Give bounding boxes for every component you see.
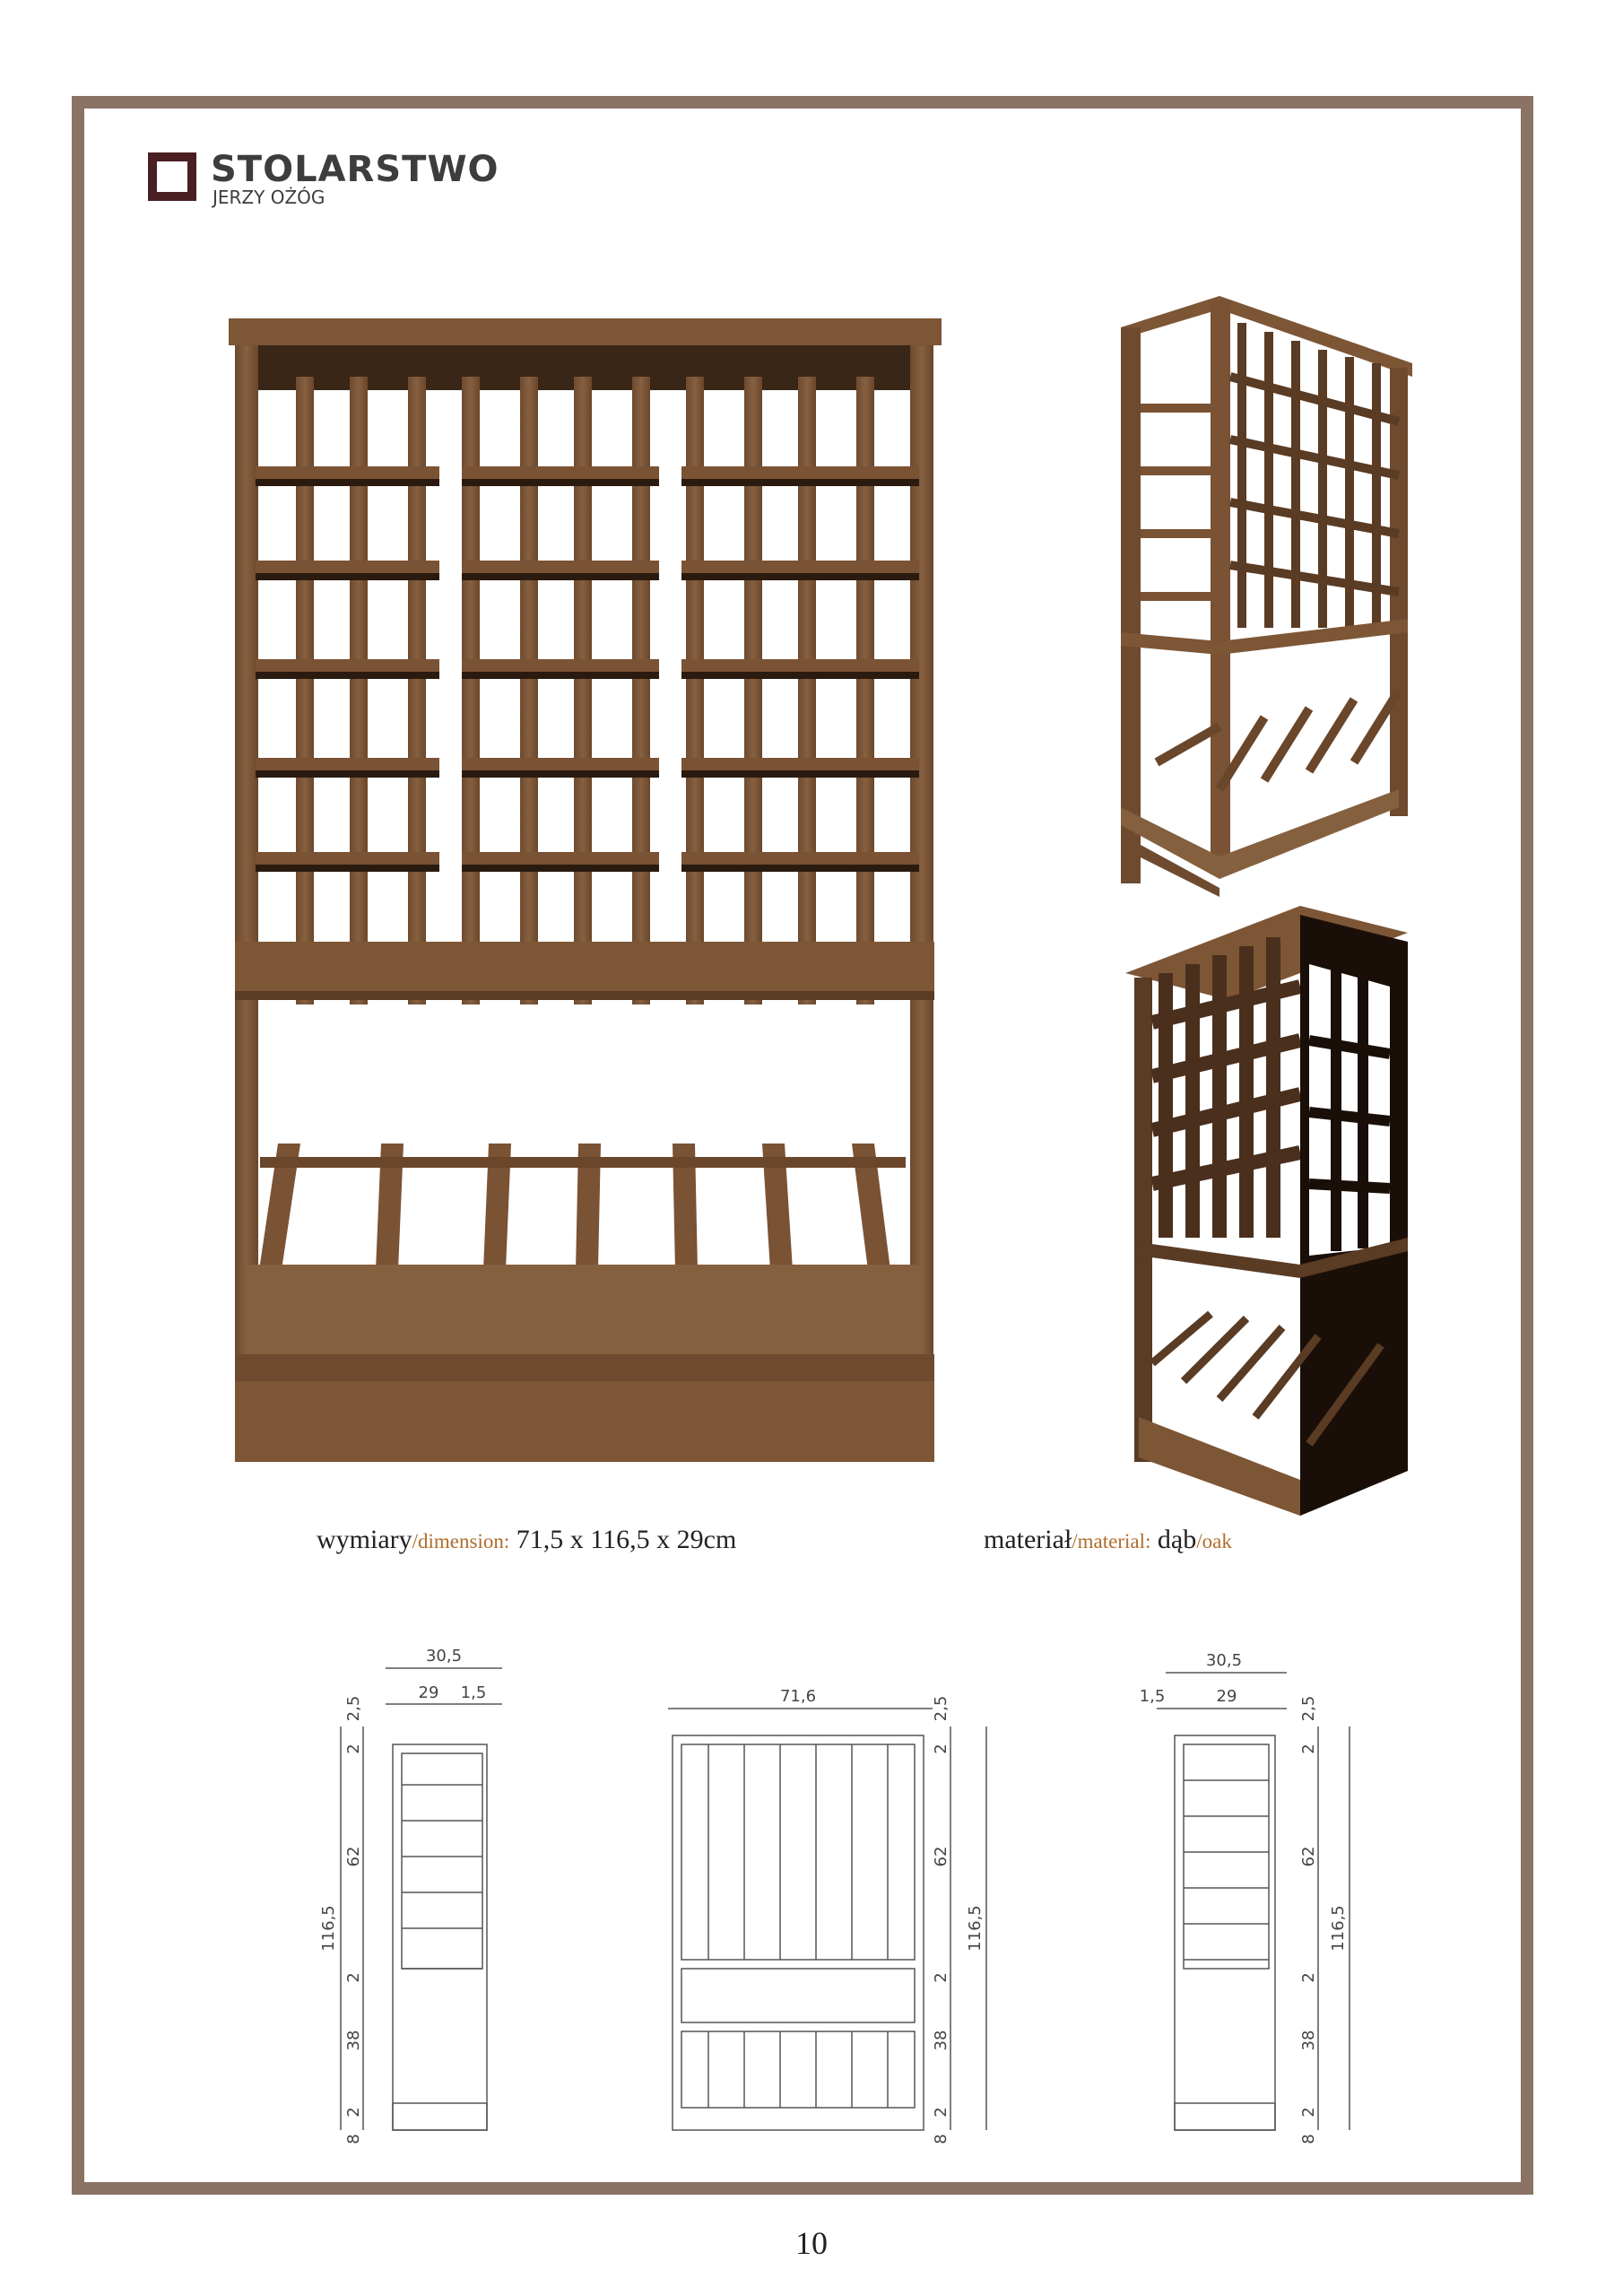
left-seg-3: 62 [344, 1846, 363, 1867]
right-seg-2: 2 [1299, 1744, 1318, 1754]
page-number: 10 [795, 2225, 828, 2261]
left-height-total: 116,5 [319, 1905, 338, 1952]
front-seg-5: 38 [932, 2030, 950, 2051]
dimension-value: 71,5 x 116,5 x 29cm [509, 1525, 737, 1554]
brand-subtitle: JERZY OŻÓG [213, 187, 325, 208]
right-width-main: 29 [1216, 1687, 1237, 1706]
material-label: materiał [984, 1525, 1072, 1554]
front-seg-3: 62 [932, 1846, 950, 1867]
left-width-trim: 1,5 [460, 1683, 487, 1702]
right-width-total: 30,5 [1205, 1651, 1243, 1670]
front-width-total: 71,6 [779, 1687, 817, 1706]
left-seg-1: 2,5 [344, 1695, 363, 1722]
side-view-left [341, 1668, 502, 2130]
material-label-en: /material: [1072, 1530, 1151, 1552]
left-seg-4: 2 [344, 1972, 363, 1983]
left-seg-7: 8 [344, 2134, 363, 2144]
left-seg-6: 2 [344, 2107, 363, 2118]
left-width-total: 30,5 [425, 1647, 463, 1665]
front-seg-6: 2 [932, 2107, 950, 2118]
front-height-total: 116,5 [966, 1905, 985, 1952]
front-seg-7: 8 [932, 2134, 950, 2144]
right-seg-6: 2 [1299, 2107, 1318, 2118]
side-view-right [1157, 1673, 1350, 2130]
left-seg-5: 38 [344, 2030, 363, 2051]
right-width-trim: 1,5 [1139, 1687, 1166, 1706]
front-seg-4: 2 [932, 1972, 950, 1983]
material-value-en: /oak [1196, 1530, 1232, 1552]
dimension-label-en: /dimension: [412, 1530, 510, 1552]
front-seg-1: 2,5 [932, 1695, 950, 1722]
brand-title: STOLARSTWO [211, 149, 499, 190]
right-seg-1: 2,5 [1299, 1695, 1318, 1722]
left-seg-2: 2 [344, 1744, 363, 1754]
right-height-total: 116,5 [1329, 1905, 1348, 1952]
front-seg-2: 2 [932, 1744, 950, 1754]
left-width-main: 29 [418, 1683, 439, 1702]
material-value: dąb [1150, 1525, 1197, 1554]
right-seg-3: 62 [1299, 1846, 1318, 1867]
right-seg-5: 38 [1299, 2030, 1318, 2051]
right-seg-7: 8 [1299, 2134, 1318, 2144]
front-view [668, 1709, 986, 2130]
dimension-label: wymiary [317, 1525, 412, 1554]
right-seg-4: 2 [1299, 1972, 1318, 1983]
